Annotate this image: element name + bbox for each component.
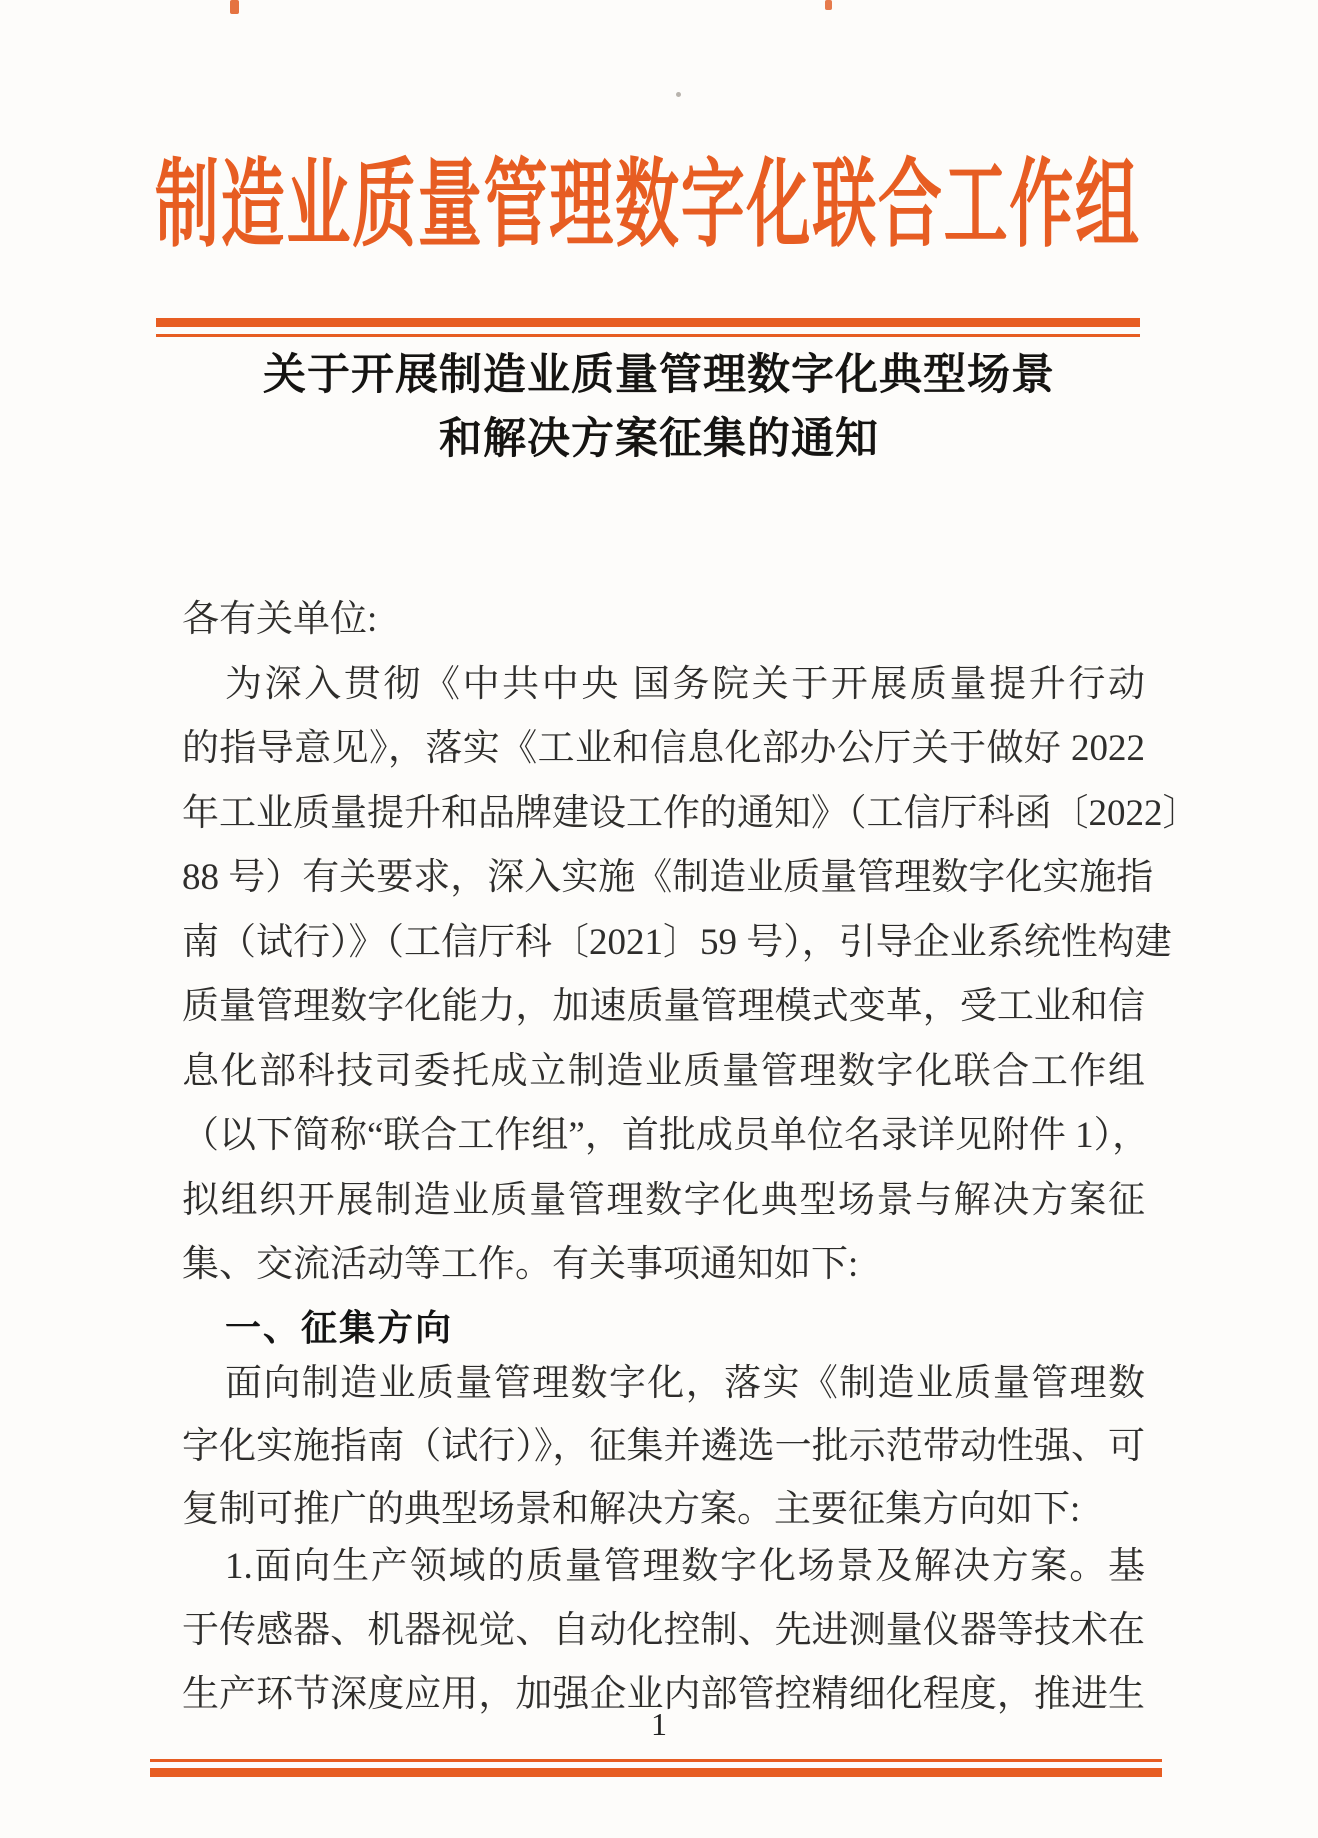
paragraph-intro [182, 588, 1200, 1298]
body-line: （以下简称“联合工作组”，首批成员单位名录详见附件 1）， [182, 1115, 1150, 1156]
scan-artifact [825, 0, 832, 10]
body-line: 88 号）有关要求，深入实施《制造业质量管理数字化实施指 [182, 857, 1154, 898]
body-line: 1.面向生产领域的质量管理数字化场景及解决方案。基 [225, 1546, 1145, 1587]
body-line: 于传感器、机器视觉、自动化控制、先进测量仪器等技术在 [182, 1610, 1145, 1651]
footer-rule-thin [150, 1759, 1162, 1762]
body-line: 年工业质量提升和品牌建设工作的通知》（工信厅科函〔2022〕 [182, 792, 1200, 834]
letterhead-rule-thick [156, 318, 1140, 327]
paragraph-item1 [182, 1535, 1145, 1727]
document-title-line1: 关于开展制造业质量管理数字化典型场景 [263, 352, 1055, 399]
page-number: 1 [651, 1706, 667, 1742]
document-title-line2: 和解决方案征集的通知 [439, 416, 879, 463]
body-line: 的指导意见》，落实《工业和信息化部办公厅关于做好 2022 [182, 728, 1145, 769]
scan-artifact [230, 0, 239, 14]
body-line: 为深入贯彻《中共中央 国务院关于开展质量提升行动 [225, 663, 1145, 705]
footer-rule-thick [150, 1768, 1162, 1777]
body-line: 质量管理数字化能力，加速质量管理模式变革，受工业和信 [182, 986, 1145, 1027]
salutation: 各有关单位: [182, 599, 378, 640]
body-line: 生产环节深度应用，加强企业内部管控精细化程度，推进生 [182, 1674, 1145, 1715]
body-line: 字化实施指南（试行）》，征集并遴选一批示范带动性强、可 [182, 1426, 1145, 1467]
paragraph-direction [182, 1352, 1145, 1541]
section-heading: 一、征集方向 [225, 1307, 454, 1348]
document-title [0, 344, 1318, 472]
body-line: 面向制造业质量管理数字化，落实《制造业质量管理数 [225, 1363, 1145, 1404]
body-line: 拟组织开展制造业质量管理数字化典型场景与解决方案征 [182, 1179, 1145, 1221]
body-line: 复制可推广的典型场景和解决方案。主要征集方向如下: [182, 1489, 1081, 1530]
letterhead-banner [155, 148, 1140, 270]
letterhead-rule-thin [156, 334, 1140, 337]
body-line: 集、交流活动等工作。有关事项通知如下: [182, 1244, 859, 1285]
body-line: 息化部科技司委托成立制造业质量管理数字化联合工作组 [182, 1050, 1145, 1092]
section-1 [182, 1296, 1145, 1360]
body-line: 南（试行）》（工信厅科〔2021〕59 号），引导企业系统性构建 [182, 921, 1172, 963]
scan-artifact [676, 92, 681, 97]
letterhead-text: 制造业质量管理数字化联合工作组 [155, 151, 1140, 259]
